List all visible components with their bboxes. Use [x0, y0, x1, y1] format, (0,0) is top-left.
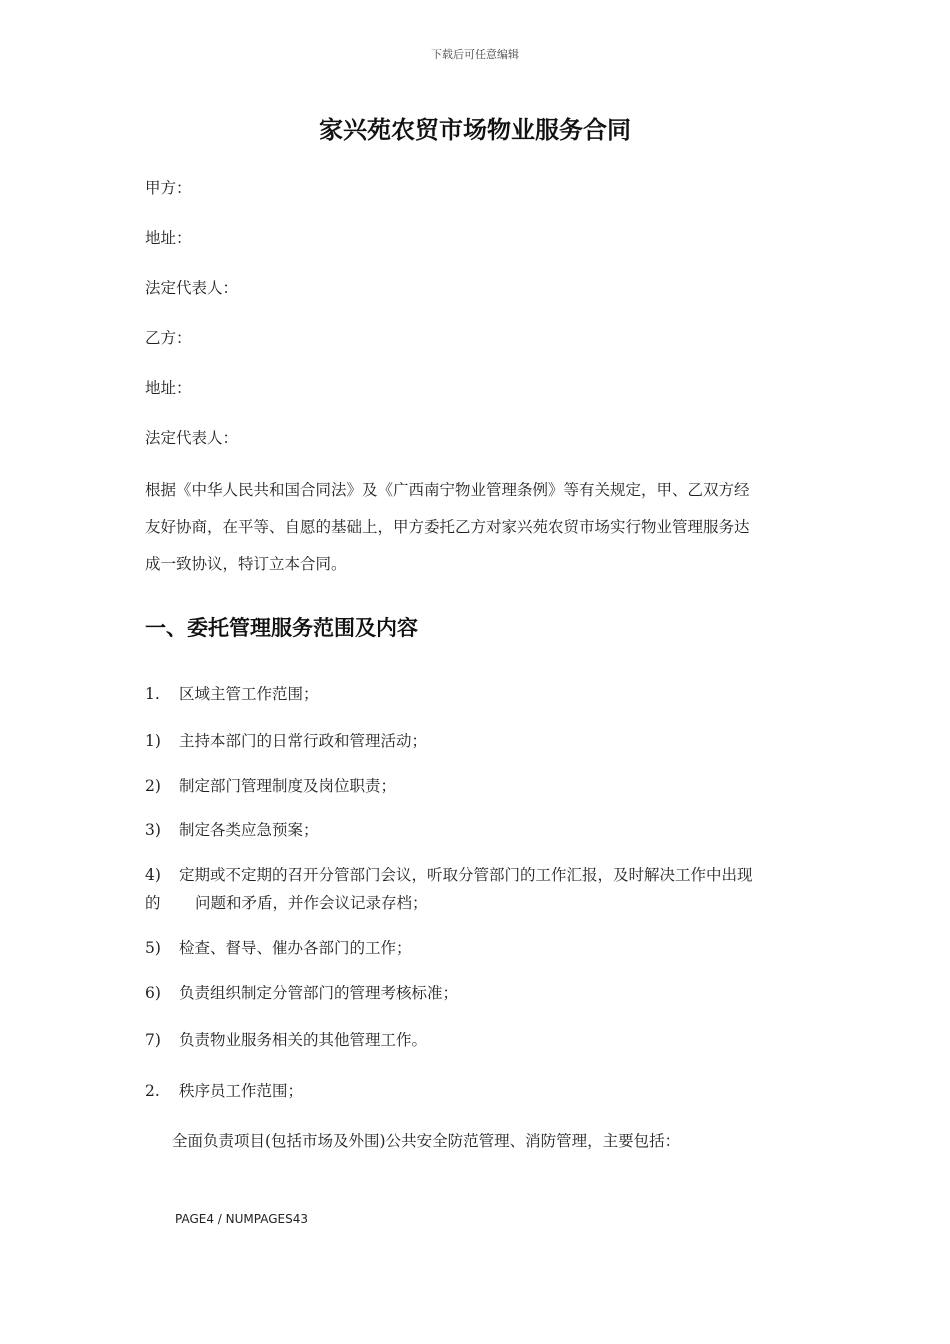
intro-line-3: 成一致协议，特订立本合同。	[145, 555, 347, 573]
item-2-description: 全面负责项目(包括市场及外围)公共安全防范管理、消防管理，主要包括：	[172, 1132, 681, 1150]
list-item-2	[145, 1079, 303, 1101]
party-a-representative-label: 法定代表人：	[145, 279, 239, 297]
subitem-4	[145, 863, 753, 885]
subitem-7	[145, 1028, 427, 1050]
party-b-label: 乙方：	[145, 329, 192, 347]
intro-line-2: 友好协商，在平等、自愿的基础上，甲方委托乙方对家兴苑农贸市场实行物业管理服务达	[145, 518, 750, 536]
list-item-1	[145, 682, 319, 704]
subitem-text: 主持本部门的日常行政和管理活动；	[179, 732, 428, 750]
page-footer: PAGE4 / NUMPAGES43	[175, 1212, 309, 1226]
party-b-address-label: 地址：	[145, 379, 192, 397]
subitem-text: 制定各类应急预案；	[179, 821, 319, 839]
subitem-text: 负责物业服务相关的其他管理工作。	[179, 1031, 428, 1049]
subitem-label: 7)	[145, 1031, 161, 1049]
list-item-text: 秩序员工作范围；	[179, 1082, 304, 1100]
subitem-4-cont-text: 问题和矛盾，并作会议记录存档；	[195, 894, 428, 912]
subitem-3	[145, 818, 319, 840]
section-heading: 一、委托管理服务范围及内容	[145, 615, 418, 640]
subitem-4-continuation	[145, 891, 428, 913]
document-title: 家兴苑农贸市场物业服务合同	[319, 115, 631, 144]
list-item-label: 1.	[145, 685, 160, 703]
list-item-label: 2.	[145, 1082, 160, 1100]
header-note: 下载后可任意编辑	[431, 48, 519, 61]
subitem-text: 制定部门管理制度及岗位职责；	[179, 777, 397, 795]
subitem-label: 1)	[145, 732, 161, 750]
subitem-label: 5)	[145, 939, 161, 957]
subitem-label: 4)	[145, 866, 161, 884]
subitem-text: 检查、督导、催办各部门的工作；	[179, 939, 412, 957]
subitem-1	[145, 729, 427, 751]
party-b-representative-label: 法定代表人：	[145, 429, 239, 447]
subitem-4-cont-prefix: 的	[145, 894, 161, 912]
party-a-address-label: 地址：	[145, 229, 192, 247]
list-item-text: 区域主管工作范围；	[179, 685, 319, 703]
subitem-label: 6)	[145, 984, 161, 1002]
subitem-label: 3)	[145, 821, 161, 839]
intro-line-1: 根据《中华人民共和国合同法》及《广西南宁物业管理条例》等有关规定，甲、乙双方经	[145, 481, 750, 499]
party-a-label: 甲方：	[145, 179, 192, 197]
subitem-5	[145, 936, 412, 958]
subitem-2	[145, 774, 396, 796]
subitem-6	[145, 981, 458, 1003]
subitem-label: 2)	[145, 777, 161, 795]
subitem-text: 负责组织制定分管部门的管理考核标准；	[179, 984, 459, 1002]
subitem-text: 定期或不定期的召开分管部门会议，听取分管部门的工作汇报，及时解决工作中出现	[179, 866, 753, 884]
